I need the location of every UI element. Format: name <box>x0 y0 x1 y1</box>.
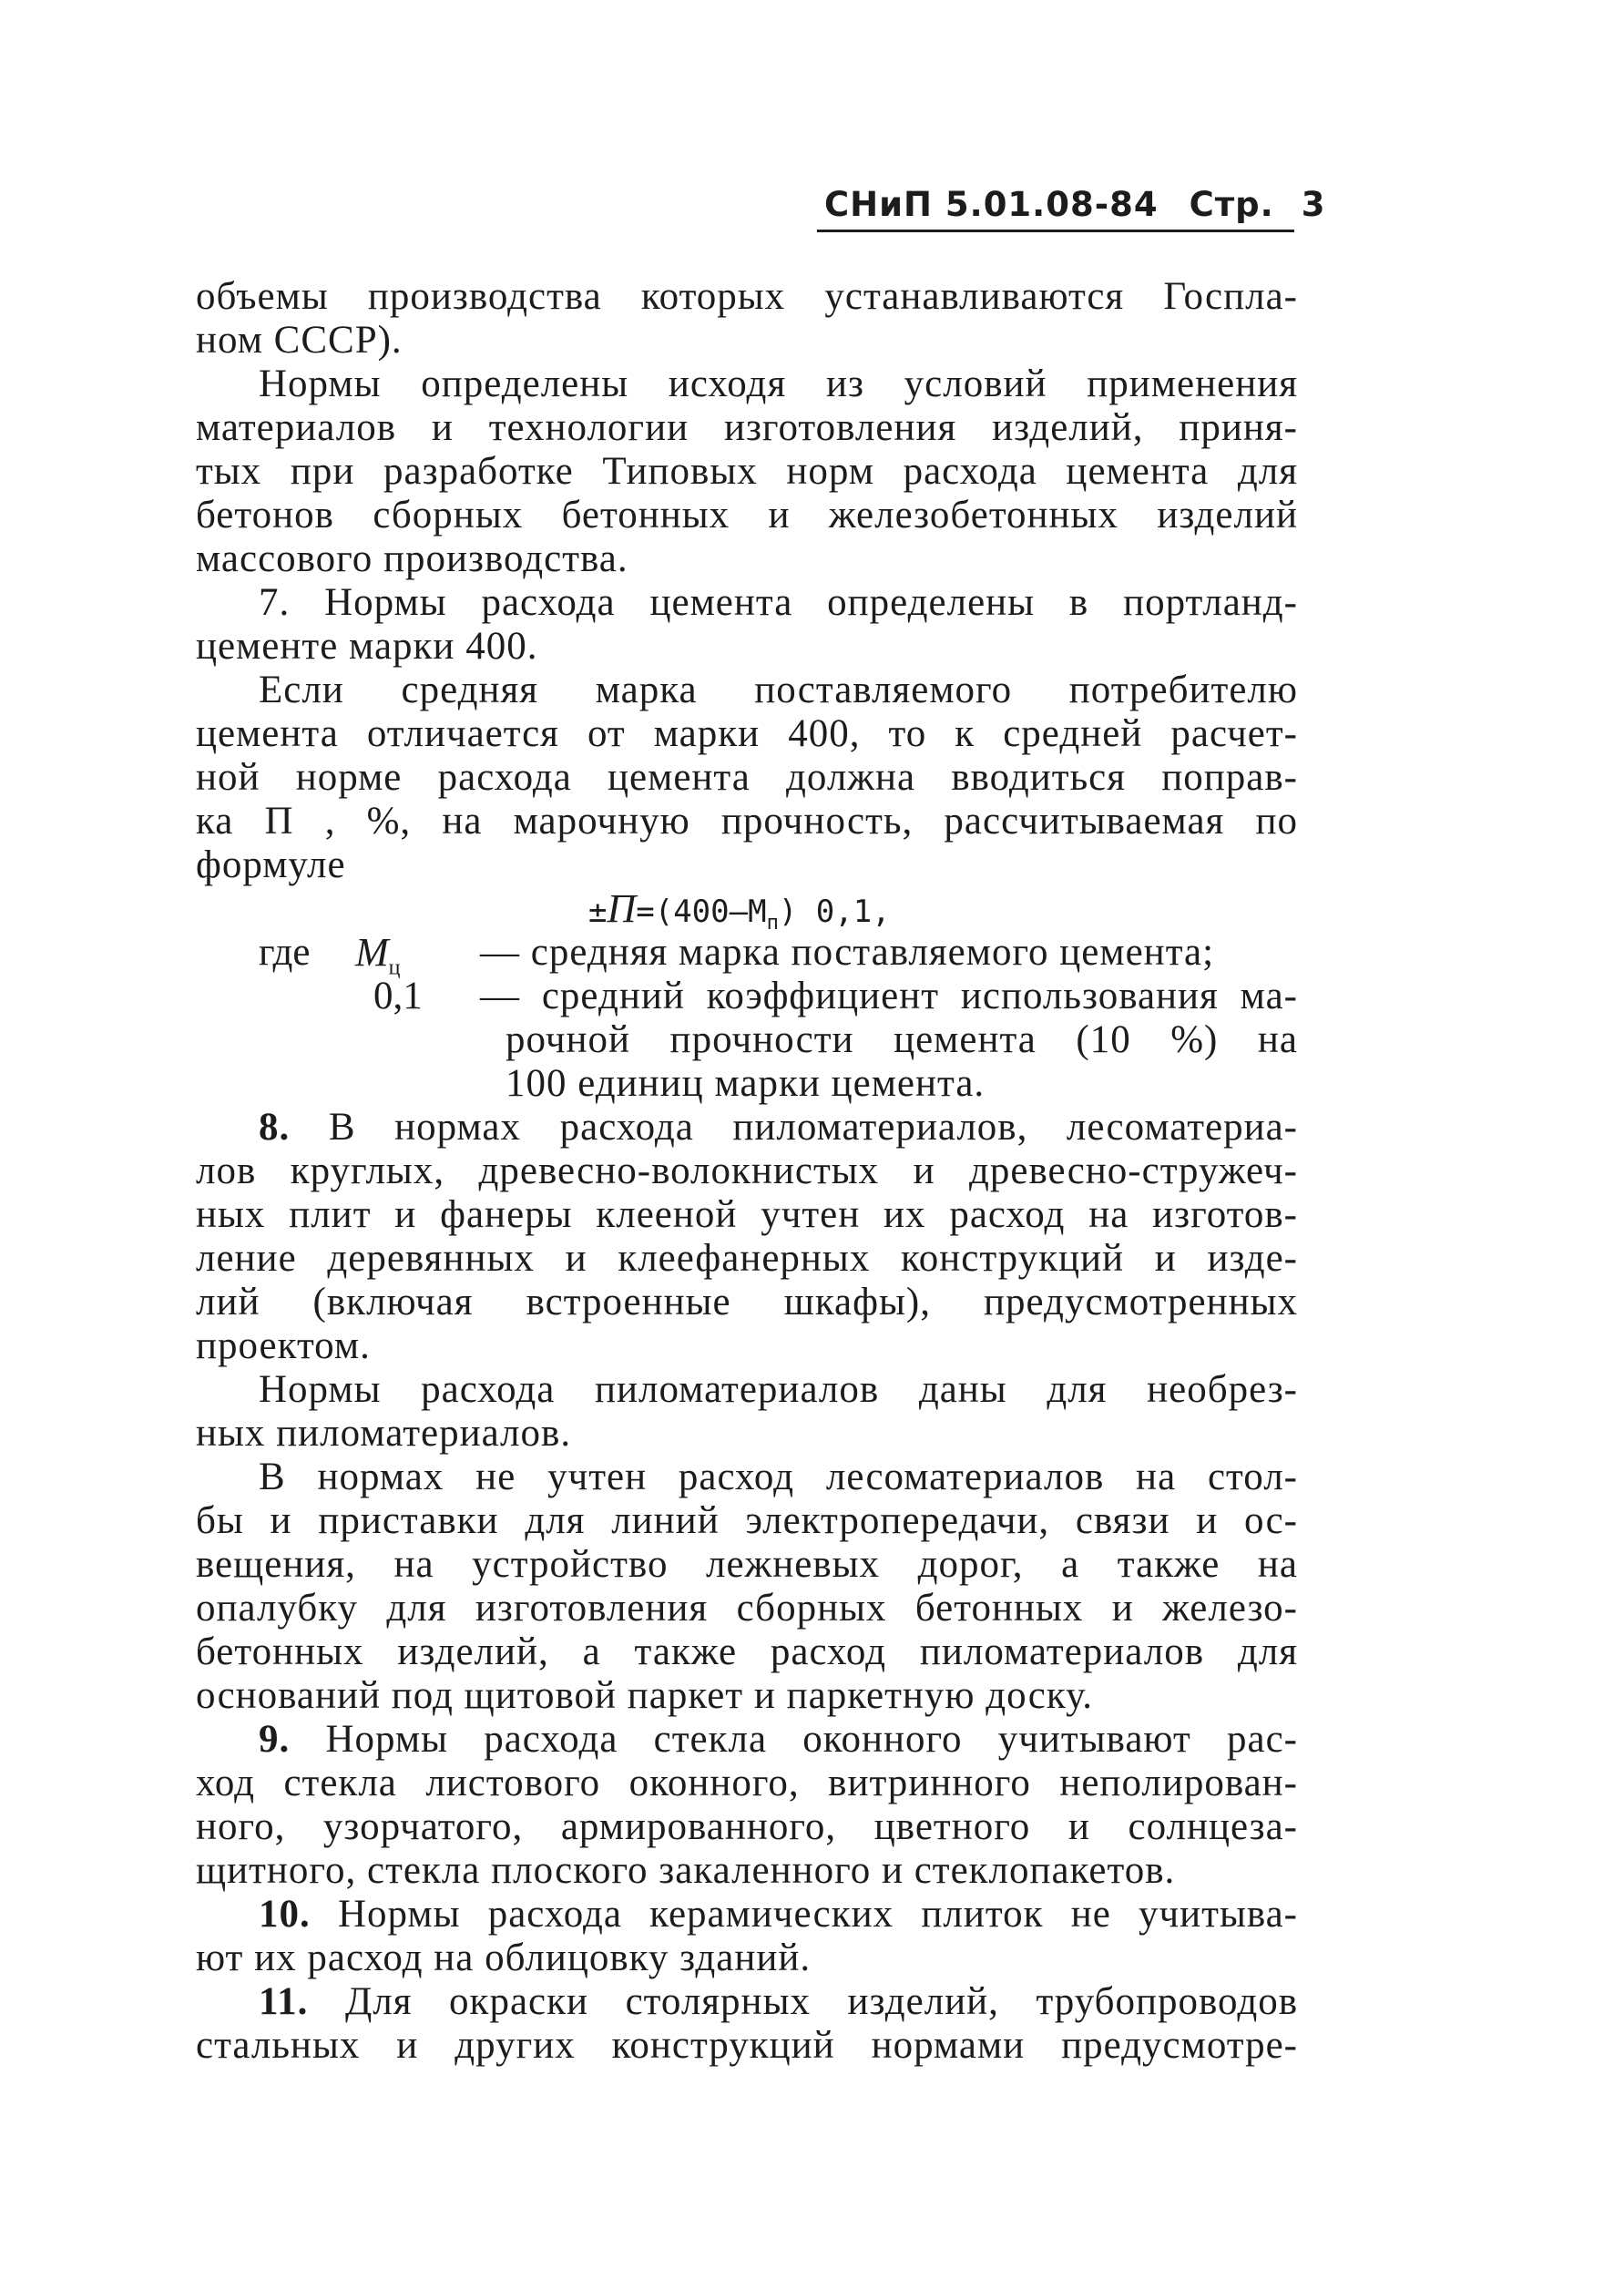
text-line: ного, узорчатого, армированного, цветного и солнцеза- <box>196 1805 1298 1848</box>
page-label: Стр. <box>1189 185 1274 224</box>
text-line: ном СССР). <box>196 319 403 362</box>
where-definition: — средний коэффициент использования ма- <box>480 975 1298 1017</box>
item-number: 7. <box>259 581 291 624</box>
where-symbol: $М_ц$ <box>355 930 401 980</box>
text-line: материалов и технологии изготовления изделий, приня- <box>196 406 1298 449</box>
text-line: объемы производства которых устанавливаются Госпла- <box>196 275 1298 318</box>
text-line: ка П , %, на марочную прочность, рассчитываемая по <box>196 800 1298 843</box>
text-line: 8. В нормах расхода пиломатериалов, лесоматериа- <box>259 1106 1298 1149</box>
where-definition: — средняя марка поставляемого цемента; <box>480 931 1215 974</box>
text-line: лов круглых, древесно-волокнистых и древесно-стружеч- <box>196 1150 1298 1192</box>
item-number: 11. <box>259 1980 309 2023</box>
text-line: формуле <box>196 843 346 886</box>
text-line: опалубку для изготовления сборных бетонных и железо- <box>196 1587 1298 1630</box>
formula: $\pm П=(400—М_п)$ 0,1, <box>588 886 891 935</box>
where-label: где <box>259 931 311 974</box>
text-line: цементе марки 400. <box>196 625 538 668</box>
text-line: ют их расход на облицовку зданий. <box>196 1937 812 1979</box>
text-line: 9. Нормы расхода стекла оконного учитывают рас- <box>259 1718 1298 1761</box>
text-line: массового производства. <box>196 537 628 580</box>
text-line: щитного, стекла плоского закаленного и стеклопакетов. <box>196 1849 1176 1892</box>
item-number: 8. <box>259 1106 291 1149</box>
text-line: Нормы расхода пиломатериалов даны для необрез- <box>259 1368 1298 1411</box>
text-line: Нормы определены исходя из условий применения <box>259 363 1298 405</box>
text-line: вещения, на устройство лежневых дорог, а также на <box>196 1543 1298 1586</box>
header-rule <box>817 230 1294 232</box>
text-line: проектом. <box>196 1324 371 1367</box>
item-number: 9. <box>259 1718 291 1761</box>
where-symbol: 0,1 <box>373 975 423 1017</box>
page-number: 3 <box>1301 185 1326 224</box>
text-line: ход стекла листового оконного, витринного неполирован- <box>196 1762 1298 1804</box>
text-line: тых при разработке Типовых норм расхода цемента для <box>196 450 1298 493</box>
text-line: В нормах не учтен расход лесоматериалов на стол- <box>259 1456 1298 1498</box>
text-line: бы и приставки для линий электропередачи, связи и ос- <box>196 1499 1298 1542</box>
text-line: оснований под щитовой паркет и паркетную доску. <box>196 1674 1094 1717</box>
text-line: ление деревянных и клеефанерных конструкций и изде- <box>196 1237 1298 1280</box>
text-line: бетонных изделий, а также расход пиломатериалов для <box>196 1630 1298 1673</box>
text-line: лий (включая встроенные шкафы), предусмотренных <box>196 1281 1298 1323</box>
text-line: бетонов сборных бетонных и железобетонных изделий <box>196 494 1298 537</box>
text-line: ной норме расхода цемента должна вводиться поправ- <box>196 756 1298 799</box>
text-line: 10. Нормы расхода керамических плиток не учитыва- <box>259 1893 1298 1936</box>
text-line: ных плит и фанеры клееной учтен их расход на изготов- <box>196 1193 1298 1236</box>
where-definition: 100 единиц марки цемента. <box>506 1062 986 1105</box>
doc-code: СНиП 5.01.08-84 <box>824 185 1159 224</box>
text-line: Если средняя марка поставляемого потребителю <box>259 669 1298 711</box>
running-head <box>824 179 1326 231</box>
text-line: цемента отличается от марки 400, то к средней расчет- <box>196 712 1298 755</box>
text-line: 7. Нормы расхода цемента определены в портланд- <box>259 581 1298 624</box>
text-line: стальных и других конструкций нормами предусмотре- <box>196 2024 1298 2067</box>
item-number: 10. <box>259 1893 311 1936</box>
text-line: ных пиломатериалов. <box>196 1412 572 1455</box>
text-line: 11. Для окраски столярных изделий, трубопроводов <box>259 1980 1298 2023</box>
where-definition: рочной прочности цемента (10 %) на <box>506 1018 1298 1061</box>
